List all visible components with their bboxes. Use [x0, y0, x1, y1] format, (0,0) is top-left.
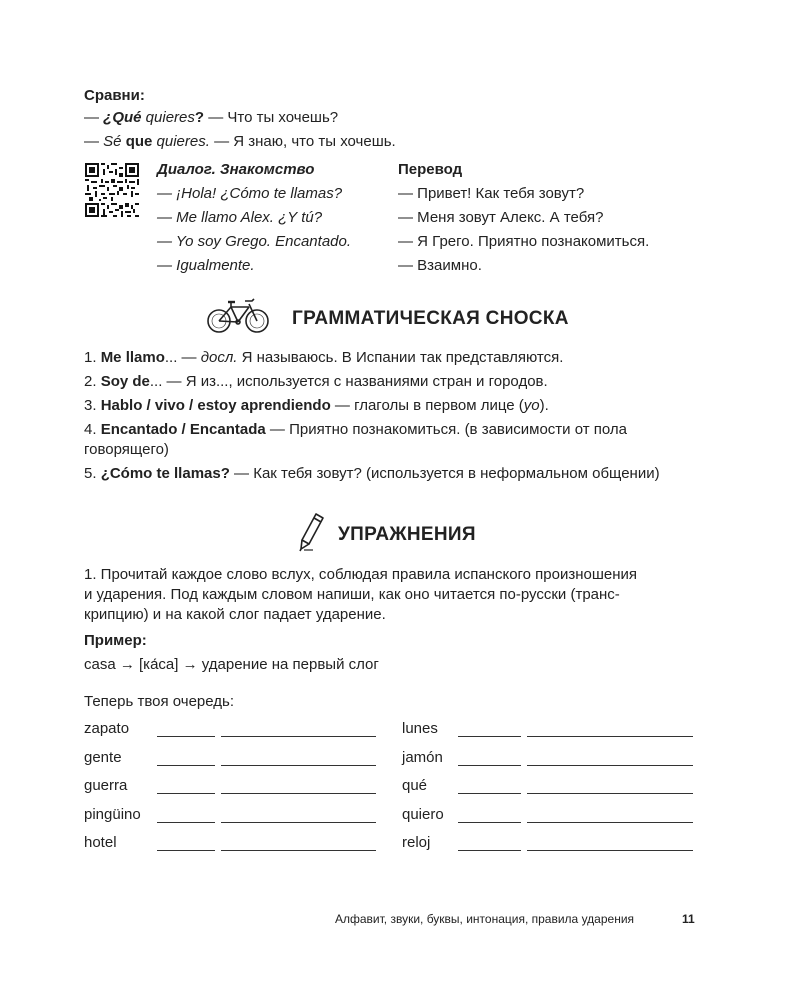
- task-line: крипцию) и на какой слог падает ударение.: [84, 606, 386, 623]
- footer-text: Алфавит, звуки, буквы, интонация, правила ударения: [335, 912, 635, 926]
- exercise-word: pingüino: [84, 805, 141, 823]
- answer-blank-long[interactable]: [527, 765, 693, 766]
- prompt-text: Теперь твоя очередь:: [84, 693, 235, 710]
- task-line: 1. Прочитай каждое слово вслух, соблюдая правила испанского произношения: [84, 566, 638, 583]
- translation-line: — Привет! Как тебя зовут?: [398, 185, 585, 202]
- answer-blank-short[interactable]: [157, 736, 215, 737]
- grammar-item-3: 3. Hablo / vivo / estoy aprendiendo — глаголы в первом лице (yo).: [84, 397, 549, 414]
- answer-blank-long[interactable]: [527, 822, 693, 823]
- exercise-word: qué: [402, 777, 428, 794]
- grammar-item-5: 5. ¿Cómo te llamas? — Как тебя зовут? (используется в неформальном общении): [84, 465, 660, 482]
- compare-title: Сравни:: [84, 87, 145, 104]
- answer-blank-long[interactable]: [221, 736, 376, 737]
- answer-blank-short[interactable]: [157, 765, 215, 766]
- exercise-word: zapato: [84, 720, 130, 737]
- qr-code-icon: [85, 163, 139, 217]
- answer-blank-short[interactable]: [157, 822, 215, 823]
- answer-blank-short[interactable]: [157, 850, 215, 851]
- exercise-word: quiero: [402, 805, 444, 823]
- grammar-item-4-cont: говорящего): [84, 441, 169, 458]
- answer-blank-long[interactable]: [221, 793, 376, 794]
- translation-line: — Меня зовут Алекс. А тебя?: [398, 209, 604, 226]
- answer-blank-short[interactable]: [458, 850, 521, 851]
- grammar-item-4: 4. Encantado / Encantada — Приятно познакомиться. (в зависимости от пола: [84, 421, 627, 438]
- answer-blank-long[interactable]: [221, 850, 376, 851]
- grammar-title: ГРАММАТИЧЕСКАЯ СНОСКА: [292, 308, 569, 329]
- pencil-icon: [298, 512, 326, 552]
- task-line: и ударения. Под каждым словом напиши, как оно читается по-русски (транс-: [84, 586, 620, 603]
- dialog-line: — ¡Hola! ¿Cómo te llamas?: [157, 185, 343, 202]
- example-title: Пример:: [84, 632, 147, 649]
- exercise-word: lunes: [402, 720, 438, 737]
- answer-blank-short[interactable]: [458, 822, 521, 823]
- compare-line-2: — Sé que quieres. — Я знаю, что ты хочешь.: [84, 133, 396, 150]
- compare-line-1: — ¿Qué quieres? — Что ты хочешь?: [84, 109, 339, 126]
- exercise-word: reloj: [402, 834, 431, 851]
- answer-blank-long[interactable]: [527, 793, 693, 794]
- dialog-block: [157, 158, 351, 278]
- exercise-word: jamón: [402, 748, 443, 766]
- answer-blank-long[interactable]: [527, 850, 693, 851]
- answer-blank-short[interactable]: [157, 793, 215, 794]
- exercises-title: УПРАЖНЕНИЯ: [338, 524, 476, 545]
- example-text: casa → [ка́са] → ударение на первый слог: [84, 656, 379, 673]
- bicycle-icon: [205, 296, 271, 336]
- dialog-title: Диалог. Знакомство: [157, 161, 315, 178]
- answer-blank-long[interactable]: [527, 736, 693, 737]
- grammar-item-2: 2. Soy de... — Я из..., используется с названиями стран и городов.: [84, 373, 548, 390]
- exercise-word: gente: [84, 748, 122, 766]
- dialog-line: — Yo soy Grego. Encantado.: [157, 233, 352, 250]
- dialog-line: — Me llamo Alex. ¿Y tú?: [157, 209, 323, 226]
- translation-line: — Я Грего. Приятно познакомиться.: [398, 233, 650, 250]
- answer-blank-long[interactable]: [221, 765, 376, 766]
- grammar-item-1: 1. Me llamo... — досл. Я называюсь. В Испании так представляются.: [84, 349, 564, 366]
- exercise-word: hotel: [84, 834, 117, 851]
- translation-line: — Взаимно.: [398, 257, 482, 274]
- page-number: 11: [682, 912, 695, 926]
- translation-block: [398, 158, 649, 278]
- exercise-word: guerra: [84, 777, 128, 794]
- dialog-line: — Igualmente.: [157, 257, 255, 274]
- answer-blank-long[interactable]: [221, 822, 376, 823]
- answer-blank-short[interactable]: [458, 736, 521, 737]
- answer-blank-short[interactable]: [458, 765, 521, 766]
- answer-blank-short[interactable]: [458, 793, 521, 794]
- translation-title: Перевод: [398, 161, 463, 178]
